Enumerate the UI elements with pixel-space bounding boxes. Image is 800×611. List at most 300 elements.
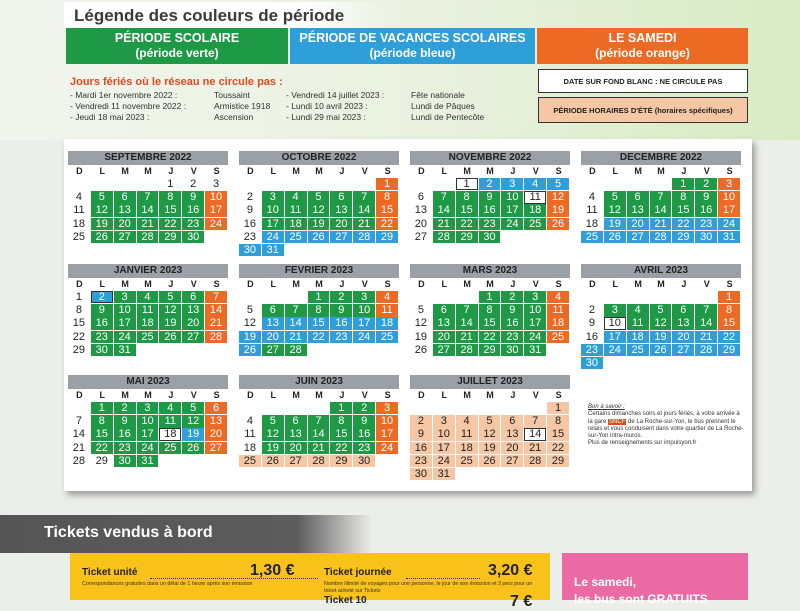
weekday-header [68, 278, 228, 291]
weekday-label: M [144, 279, 152, 289]
month-calendar [410, 151, 570, 256]
legend-vacances-sub: (période bleue) [369, 46, 456, 60]
day-cell: 28 [456, 344, 478, 356]
weekday-label: V [532, 279, 539, 289]
day-cell: 6 [410, 191, 432, 203]
weekday-label: D [76, 279, 83, 289]
day-cell: 28 [433, 231, 455, 243]
weekday-label: V [703, 279, 710, 289]
weekday-label: D [418, 390, 425, 400]
ferie-row [411, 101, 475, 111]
day-cell: 22 [376, 218, 398, 230]
day-cell: 5 [650, 304, 672, 316]
day-cell: 21 [695, 331, 717, 343]
day-cell: 21 [308, 442, 330, 454]
ticket-unite-name: Ticket unité [82, 567, 138, 578]
day-cell: 10 [114, 304, 136, 316]
samedi-promo-line1: Le samedi, [574, 575, 637, 589]
day-cell: 25 [285, 231, 307, 243]
weekday-label: L [441, 279, 448, 289]
day-cell: 23 [91, 331, 113, 343]
weekday-label: D [247, 390, 254, 400]
ferie-row [214, 90, 250, 100]
month-calendar [68, 375, 228, 480]
day-grid [239, 402, 399, 480]
day-cell: 19 [239, 331, 261, 343]
day-cell: 22 [330, 442, 352, 454]
day-cell: 15 [330, 428, 352, 440]
day-cell: 25 [137, 331, 159, 343]
weekday-header [239, 278, 399, 291]
day-cell: 3 [433, 415, 455, 427]
day-cell: 8 [68, 304, 90, 316]
day-cell: 1 [308, 291, 330, 303]
day-cell: 13 [285, 428, 307, 440]
weekday-label: S [213, 279, 220, 289]
day-cell: 20 [410, 218, 432, 230]
feries-title: Jours fériés où le réseau ne circule pas : [70, 76, 283, 88]
legend-vacances-label: PÉRIODE DE VACANCES SCOLAIRES [299, 31, 526, 45]
day-cell: 13 [410, 204, 432, 216]
dotted-leader [406, 578, 480, 579]
day-cell: 10 [604, 317, 626, 329]
day-cell: 15 [159, 204, 181, 216]
weekday-label: S [213, 166, 220, 176]
weekday-label: V [361, 166, 368, 176]
day-cell: 30 [114, 455, 136, 467]
weekday-label: M [634, 279, 642, 289]
weekday-label: L [612, 166, 619, 176]
day-cell: 7 [137, 191, 159, 203]
ferie-name: Lundi de Pâques [411, 101, 475, 111]
weekday-label: M [292, 166, 300, 176]
day-cell: 20 [433, 331, 455, 343]
day-cell: 3 [137, 402, 159, 414]
weekday-header [410, 165, 570, 178]
day-cell: 23 [239, 231, 261, 243]
month-title: MARS 2023 [410, 264, 570, 278]
day-cell: 28 [353, 231, 375, 243]
day-cell: 25 [524, 218, 546, 230]
day-cell: 16 [581, 331, 603, 343]
day-cell: 29 [376, 231, 398, 243]
day-cell: 2 [91, 291, 113, 303]
day-cell: 19 [308, 218, 330, 230]
month-title: NOVEMBRE 2022 [410, 151, 570, 165]
legend-scolaire-sub: (période verte) [135, 46, 219, 60]
weekday-label: M [144, 390, 152, 400]
day-cell: 23 [330, 331, 352, 343]
day-cell: 26 [91, 231, 113, 243]
day-cell: 18 [137, 317, 159, 329]
day-cell: 17 [262, 218, 284, 230]
day-cell: 25 [547, 331, 569, 343]
day-cell: 3 [376, 402, 398, 414]
day-cell: 14 [524, 428, 546, 440]
day-cell: 15 [91, 428, 113, 440]
day-cell: 24 [501, 218, 523, 230]
day-cell: 1 [456, 178, 478, 190]
day-grid [410, 291, 570, 369]
day-cell: 3 [114, 291, 136, 303]
weekday-label: V [361, 390, 368, 400]
weekday-label: J [339, 279, 345, 289]
day-cell: 17 [718, 204, 740, 216]
day-cell: 13 [182, 304, 204, 316]
day-grid [68, 402, 228, 480]
ferie-row [411, 112, 484, 122]
day-cell: 15 [547, 428, 569, 440]
day-cell: 1 [68, 291, 90, 303]
legend-samedi [537, 28, 748, 64]
weekday-label: M [292, 390, 300, 400]
day-cell: 9 [91, 304, 113, 316]
day-cell: 13 [262, 317, 284, 329]
day-cell: 10 [137, 415, 159, 427]
day-cell: 16 [114, 428, 136, 440]
day-cell: 4 [376, 291, 398, 303]
day-cell: 20 [114, 218, 136, 230]
day-cell: 22 [68, 331, 90, 343]
day-cell: 20 [182, 317, 204, 329]
info-note-text-2: de La Roche-sur-Yon, le bus prennent le relais et vous conduisent dans votre quartier de La Roche-sur-Yon intra-muros. [588, 418, 744, 440]
day-cell: 7 [524, 415, 546, 427]
weekday-header [68, 165, 228, 178]
day-cell: 2 [182, 178, 204, 190]
day-cell: 12 [159, 304, 181, 316]
day-cell: 3 [524, 291, 546, 303]
day-cell: 12 [604, 204, 626, 216]
day-cell: 30 [501, 344, 523, 356]
day-cell: 9 [695, 191, 717, 203]
weekday-label: S [384, 166, 391, 176]
ferie-name: Lundi de Pentecôte [411, 112, 485, 122]
day-cell: 6 [285, 415, 307, 427]
month-title: MAI 2023 [68, 375, 228, 389]
day-cell: 5 [547, 178, 569, 190]
day-cell: 9 [239, 204, 261, 216]
day-cell: 21 [285, 331, 307, 343]
day-cell: 27 [205, 442, 227, 454]
day-cell: 7 [205, 291, 227, 303]
day-cell: 27 [114, 231, 136, 243]
day-cell: 29 [159, 231, 181, 243]
day-cell: 10 [376, 415, 398, 427]
day-cell: 8 [718, 304, 740, 316]
day-cell: 3 [604, 304, 626, 316]
day-cell: 4 [159, 402, 181, 414]
weekday-label: V [190, 279, 197, 289]
day-cell: 24 [524, 331, 546, 343]
day-cell: 13 [433, 317, 455, 329]
legend-samedi-label: LE SAMEDI [608, 31, 677, 45]
day-cell: 18 [627, 331, 649, 343]
day-cell: 9 [410, 428, 432, 440]
day-cell: 26 [159, 331, 181, 343]
tickets-title: Tickets vendus à bord [44, 524, 213, 541]
ticket-unite-price: 1,30 € [250, 562, 295, 579]
day-cell: 29 [479, 344, 501, 356]
day-cell: 29 [456, 231, 478, 243]
day-cell: 2 [353, 402, 375, 414]
day-cell: 24 [433, 455, 455, 467]
day-cell: 22 [672, 218, 694, 230]
day-cell: 21 [456, 331, 478, 343]
month-title: JUIN 2023 [239, 375, 399, 389]
day-cell: 23 [182, 218, 204, 230]
day-cell: 11 [239, 428, 261, 440]
day-grid [68, 178, 228, 256]
weekday-label: J [339, 166, 345, 176]
day-cell: 10 [353, 304, 375, 316]
weekday-label: S [726, 166, 733, 176]
day-cell: 8 [456, 191, 478, 203]
day-cell: 19 [547, 204, 569, 216]
day-cell: 19 [650, 331, 672, 343]
weekday-label: V [532, 390, 539, 400]
day-cell: 16 [479, 204, 501, 216]
day-grid [239, 178, 399, 256]
day-cell: 6 [627, 191, 649, 203]
weekday-label: V [532, 166, 539, 176]
day-cell: 26 [479, 455, 501, 467]
day-cell: 25 [239, 455, 261, 467]
day-cell: 17 [604, 331, 626, 343]
day-cell: 20 [627, 218, 649, 230]
day-cell: 1 [718, 291, 740, 303]
day-cell: 4 [285, 191, 307, 203]
weekday-label: J [510, 390, 516, 400]
day-cell: 8 [376, 191, 398, 203]
day-cell: 26 [410, 344, 432, 356]
day-cell: 24 [205, 218, 227, 230]
month-title: OCTOBRE 2022 [239, 151, 399, 165]
legend-vacances [290, 28, 535, 64]
day-cell: 14 [353, 204, 375, 216]
day-cell: 30 [410, 468, 432, 480]
month-calendar [581, 264, 741, 369]
day-cell: 4 [456, 415, 478, 427]
day-cell: 24 [137, 442, 159, 454]
day-cell: 17 [114, 317, 136, 329]
weekday-label: M [292, 279, 300, 289]
day-cell: 11 [285, 204, 307, 216]
day-cell: 7 [650, 191, 672, 203]
weekday-label: D [247, 166, 254, 176]
weekday-label: J [681, 279, 687, 289]
day-cell: 26 [547, 218, 569, 230]
month-title: DECEMBRE 2022 [581, 151, 741, 165]
day-cell: 30 [239, 244, 261, 256]
day-cell: 6 [330, 191, 352, 203]
day-cell: 3 [353, 291, 375, 303]
day-cell: 23 [581, 344, 603, 356]
day-cell: 31 [137, 455, 159, 467]
day-cell: 13 [114, 204, 136, 216]
weekday-label: D [589, 166, 596, 176]
day-cell: 14 [308, 428, 330, 440]
day-cell: 13 [501, 428, 523, 440]
day-cell: 5 [182, 402, 204, 414]
day-cell: 24 [262, 231, 284, 243]
day-cell: 24 [604, 344, 626, 356]
day-cell: 16 [410, 442, 432, 454]
day-cell: 3 [205, 178, 227, 190]
day-cell: 25 [456, 455, 478, 467]
weekday-label: S [384, 390, 391, 400]
day-cell: 3 [718, 178, 740, 190]
day-cell: 20 [672, 331, 694, 343]
day-cell: 8 [308, 304, 330, 316]
day-cell: 18 [285, 218, 307, 230]
day-cell: 15 [672, 204, 694, 216]
month-calendar [68, 151, 228, 256]
day-cell: 21 [524, 442, 546, 454]
day-cell: 28 [137, 231, 159, 243]
day-cell: 8 [672, 191, 694, 203]
day-cell: 19 [182, 428, 204, 440]
weekday-label: L [270, 166, 277, 176]
day-cell: 26 [650, 344, 672, 356]
month-calendar [68, 264, 228, 369]
day-cell: 11 [581, 204, 603, 216]
day-cell: 11 [376, 304, 398, 316]
day-cell: 29 [547, 455, 569, 467]
month-title: SEPTEMBRE 2022 [68, 151, 228, 165]
day-grid [410, 178, 570, 256]
month-calendar [581, 151, 741, 256]
day-grid [239, 291, 399, 369]
day-cell: 3 [501, 178, 523, 190]
samedi-promo-line2: les bus sont GRATUITS [574, 592, 708, 606]
day-cell: 19 [479, 442, 501, 454]
day-cell: 11 [627, 317, 649, 329]
day-cell: 11 [137, 304, 159, 316]
day-cell: 19 [91, 218, 113, 230]
day-cell: 21 [137, 218, 159, 230]
ferie-row [214, 101, 270, 111]
month-title: AVRIL 2023 [581, 264, 741, 278]
day-cell: 1 [547, 402, 569, 414]
day-cell: 12 [262, 428, 284, 440]
weekday-header [581, 165, 741, 178]
weekday-header [239, 389, 399, 402]
day-grid [410, 402, 570, 480]
day-cell: 20 [205, 428, 227, 440]
day-cell: 31 [433, 468, 455, 480]
ferie-date: - Jeudi 18 mai 2023 : [70, 112, 150, 122]
day-cell: 22 [718, 331, 740, 343]
day-cell: 8 [330, 415, 352, 427]
day-cell: 25 [581, 231, 603, 243]
day-cell: 11 [159, 415, 181, 427]
day-cell: 26 [262, 455, 284, 467]
day-cell: 30 [581, 357, 603, 369]
day-cell: 5 [239, 304, 261, 316]
month-calendar [239, 375, 399, 480]
day-cell: 14 [456, 317, 478, 329]
ferie-row [70, 112, 149, 122]
weekday-label: J [168, 279, 174, 289]
ferie-name: Fête nationale [411, 90, 465, 100]
day-cell: 22 [91, 442, 113, 454]
weekday-label: D [418, 279, 425, 289]
day-cell: 4 [547, 291, 569, 303]
day-cell: 15 [456, 204, 478, 216]
samedi-promo [562, 553, 748, 606]
weekday-label: S [726, 279, 733, 289]
day-cell: 16 [695, 204, 717, 216]
weekday-label: M [121, 279, 129, 289]
weekday-label: V [190, 390, 197, 400]
day-cell: 23 [353, 442, 375, 454]
day-cell: 18 [159, 428, 181, 440]
day-cell: 2 [501, 291, 523, 303]
day-cell: 14 [650, 204, 672, 216]
day-cell: 4 [627, 304, 649, 316]
day-cell: 12 [410, 317, 432, 329]
day-cell: 26 [308, 231, 330, 243]
weekday-label: V [361, 279, 368, 289]
weekday-label: S [555, 166, 562, 176]
day-cell: 17 [137, 428, 159, 440]
weekday-label: V [703, 166, 710, 176]
weekday-label: M [486, 279, 494, 289]
day-cell: 2 [695, 178, 717, 190]
ferie-row [411, 90, 465, 100]
day-cell: 18 [524, 204, 546, 216]
day-cell: 14 [695, 317, 717, 329]
ticket-journee-name: Ticket journée [324, 567, 392, 578]
day-cell: 14 [68, 428, 90, 440]
weekday-label: J [168, 390, 174, 400]
day-cell: 12 [308, 204, 330, 216]
day-cell: 18 [68, 218, 90, 230]
legend-scolaire-label: PÉRIODE SCOLAIRE [114, 31, 240, 45]
day-cell: 13 [205, 415, 227, 427]
day-cell: 16 [353, 428, 375, 440]
day-cell: 4 [68, 191, 90, 203]
day-cell: 9 [353, 415, 375, 427]
ferie-row [286, 101, 368, 111]
day-cell: 19 [159, 317, 181, 329]
weekday-label: L [99, 166, 106, 176]
day-cell: 22 [479, 331, 501, 343]
day-cell: 31 [524, 344, 546, 356]
day-cell: 17 [376, 428, 398, 440]
day-cell: 27 [501, 455, 523, 467]
ticket-partial-price: 7 € [510, 593, 533, 610]
day-cell: 1 [479, 291, 501, 303]
day-cell: 23 [695, 218, 717, 230]
day-cell: 14 [137, 204, 159, 216]
ticket-unite-note: Correspondances gratuites dans un délai de 1 heure après son émission [82, 581, 253, 587]
day-cell: 20 [285, 442, 307, 454]
day-cell: 1 [91, 402, 113, 414]
ferie-date: - Lundi 29 mai 2023 : [286, 112, 366, 122]
day-cell: 16 [182, 204, 204, 216]
weekday-label: M [657, 279, 665, 289]
day-cell: 8 [547, 415, 569, 427]
day-cell: 6 [114, 191, 136, 203]
day-cell: 27 [410, 231, 432, 243]
weekday-label: S [555, 390, 562, 400]
weekday-label: J [681, 166, 687, 176]
weekday-label: J [510, 279, 516, 289]
tickets-panel [70, 553, 550, 610]
day-cell: 21 [353, 218, 375, 230]
weekday-label: L [99, 279, 106, 289]
